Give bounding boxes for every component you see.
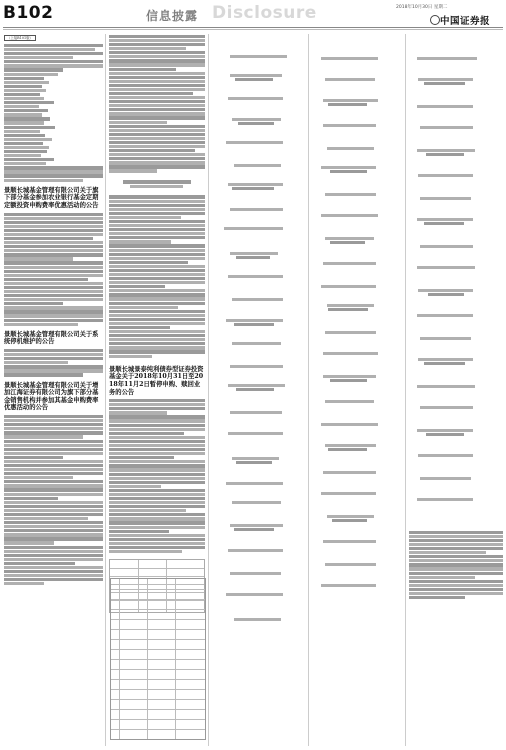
column-3: [211, 34, 306, 746]
page-number: B102: [3, 3, 54, 23]
section-title: 信息披露: [146, 9, 199, 23]
header-rule: [3, 27, 503, 28]
masthead: [0, 0, 506, 28]
brand-logo-icon: [430, 15, 440, 25]
column-divider: [405, 34, 406, 746]
column-1: [4, 34, 103, 746]
newspaper-brand: 中国证券报: [440, 16, 491, 27]
headline-suspension: 景顺长城景泰纯利债券型证券投资基金关于2018年10月31日至2018年11月2日暂停申购、赎回业务的公告: [109, 365, 204, 396]
data-table: [110, 578, 206, 740]
column-5: [409, 34, 503, 746]
column-divider: [105, 34, 106, 746]
column-4: [312, 34, 403, 746]
headline-sales-agent: 景顺长城基金管理有限公司关于增加江海证券有限公司为旗下部分基金销售机构并参加其基金申购费率优惠活动的公告: [4, 381, 99, 412]
column-divider: [208, 34, 209, 746]
headline-fund-promotion: 景顺长城基金管理有限公司关于旗下部分基金参加农业银行基金定期定额投资申购费率优惠活动的公告: [4, 186, 99, 209]
header-rule-thin: [3, 29, 503, 30]
headline-system-maintenance: 景顺长城基金管理有限公司关于系统停机维护的公告: [4, 330, 99, 346]
issue-date: 2018年10月30日 星期二: [396, 5, 448, 10]
column-divider: [308, 34, 309, 746]
continued-tag: （上接B101版）: [4, 35, 36, 41]
section-subtitle: Disclosure: [212, 3, 317, 23]
